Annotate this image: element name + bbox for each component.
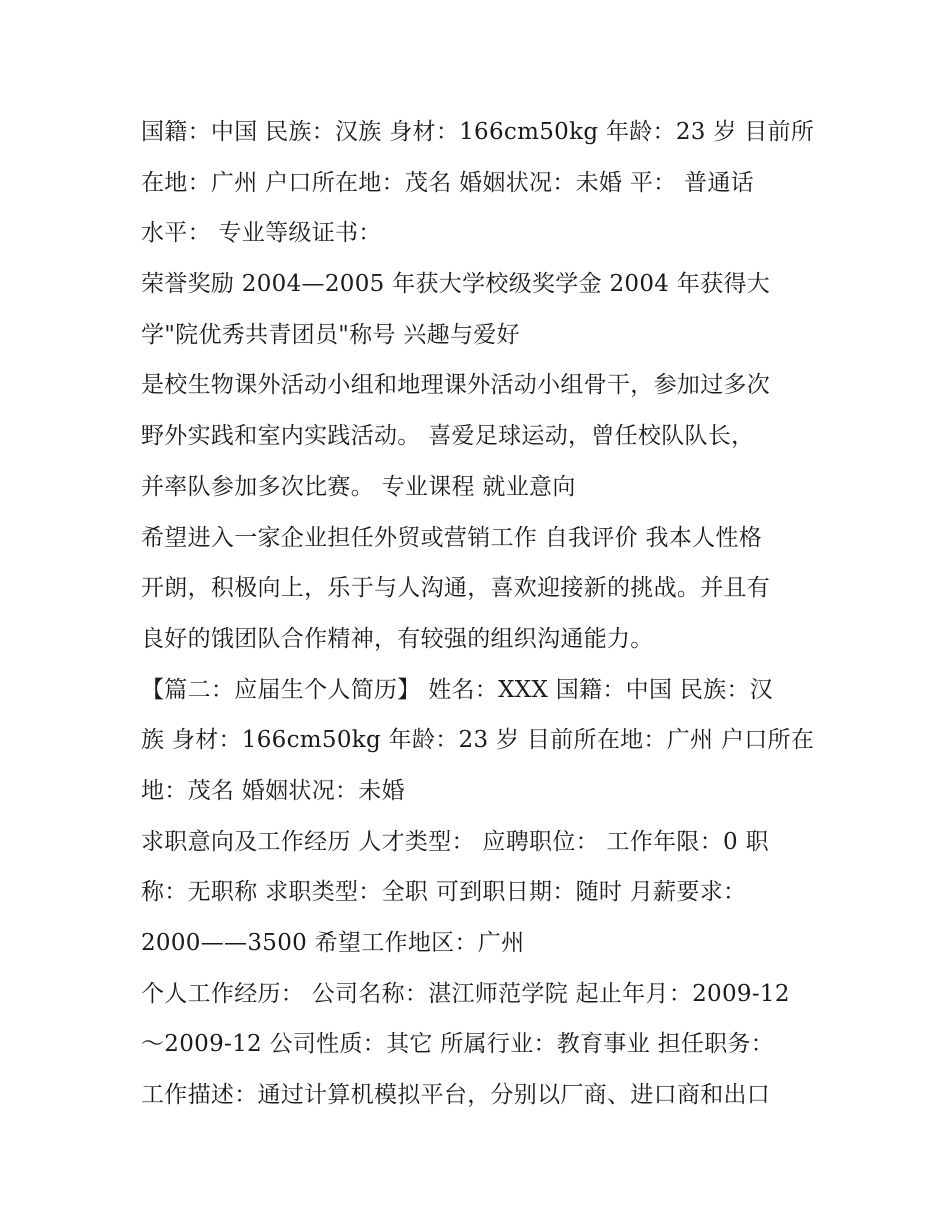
text-line: ～2009-12 公司性质：其它 所属行业：教育事业 担任职务： (141, 1031, 775, 1058)
text-line: 称：无职称 求职类型：全职 可到职日期：随时 月薪要求： (141, 879, 747, 906)
text-line: 并率队参加多次比赛。 专业课程 就业意向 (141, 473, 576, 500)
text-line: 求职意向及工作经历 人才类型： 应聘职位： 工作年限：0 职 (141, 828, 769, 855)
text-line: 水平： 专业等级证书： (141, 220, 382, 247)
text-line: 是校生物课外活动小组和地理课外活动小组骨干，参加过多次 (141, 372, 771, 399)
text-line: 工作描述：通过计算机模拟平台，分别以厂商、进口商和出口 (141, 1082, 771, 1109)
text-line: 地：茂名 婚姻状况：未婚 (141, 777, 405, 804)
text-line: 个人工作经历： 公司名称：湛江师范学院 起止年月：2009-12 (141, 980, 790, 1007)
text-line: 学"院优秀共青团员"称号 兴趣与爱好 (141, 321, 520, 348)
text-line: 2000——3500 希望工作地区：广州 (141, 930, 525, 956)
text-line: 国籍：中国 民族：汉族 身材：166cm50kg 年龄：23 岁 目前所 (141, 119, 815, 145)
section-heading-line: 【篇二：应届生个人简历】 姓名：XXX 国籍：中国 民族：汉 (141, 676, 774, 703)
text-line: 良好的饿团队合作精神，有较强的组织沟通能力。 (141, 625, 654, 652)
text-line: 族 身材：166cm50kg 年龄：23 岁 目前所在地：广州 户口所在 (141, 727, 815, 754)
text-line: 荣誉奖励 2004—2005 年获大学校级奖学金 2004 年获得大 (141, 271, 771, 298)
text-line: 野外实践和室内实践活动。 喜爱足球运动，曾任校队队长， (141, 423, 755, 450)
text-line: 在地：广州 户口所在地：茂名 婚姻状况：未婚 平： 普通话 (141, 169, 754, 196)
text-line: 开朗，积极向上，乐于与人沟通，喜欢迎接新的挑战。并且有 (141, 575, 771, 602)
document-body (141, 107, 821, 1121)
text-line: 希望进入一家企业担任外贸或营销工作 自我评价 我本人性格 (141, 524, 763, 551)
